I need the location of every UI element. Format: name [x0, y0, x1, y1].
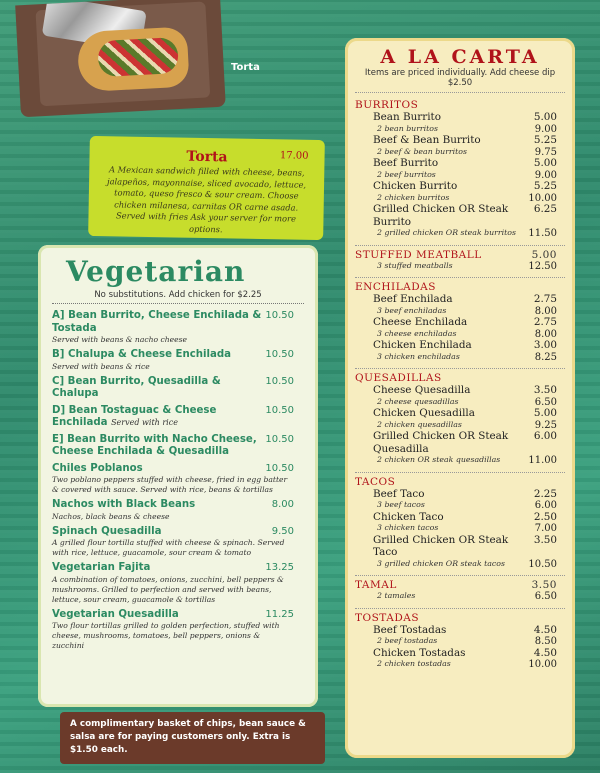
- torta-description: A Mexican sandwich filled with cheese, beans, jalapeños, mayonnaise, sliced avocado, lettuce, tomato, queso fresco & sour cream. Choose chicken milanesa, carnitas OR carne asada. Served with fries Ask your server for more options.: [106, 164, 307, 234]
- item-multi-label: 2 grilled chicken OR steak burritos: [377, 228, 516, 237]
- item-multi: [373, 523, 557, 534]
- item-multi: [373, 396, 557, 408]
- item-multi-label: 2 beef tostadas: [377, 636, 438, 645]
- section-name: TACOS: [355, 475, 396, 488]
- section-title: [355, 476, 565, 488]
- item-multi: [373, 305, 557, 317]
- item-multi: [373, 558, 557, 570]
- carta-item: [355, 511, 565, 534]
- item-price: 9.50: [271, 525, 294, 537]
- carta-title: A LA CARTA: [380, 46, 540, 68]
- item-price: 10.50: [265, 349, 294, 360]
- item-multi: [373, 228, 557, 239]
- section-name: ENCHILADAS: [355, 281, 436, 293]
- item-price: 10.50: [265, 375, 294, 387]
- item-multi-price: 11.00: [528, 455, 557, 466]
- item-price: 4.50: [533, 646, 557, 659]
- item-name: Bean Burrito: [373, 111, 441, 123]
- menu-item: [52, 526, 304, 559]
- vegetarian-panel: [38, 245, 318, 707]
- torta-head: [101, 144, 312, 166]
- item-multi-price: 8.50: [534, 636, 557, 647]
- item-multi-label: 3 grilled chicken OR steak tacos: [377, 558, 505, 568]
- carta-item: [355, 261, 565, 272]
- item-multi-price: 10.00: [528, 659, 557, 670]
- divider: [355, 472, 565, 473]
- item-name: E] Bean Burrito with Nacho Cheese, Cheese Enchilada & Quesadilla: [52, 433, 257, 457]
- item-name: Chiles Poblanos: [52, 462, 143, 474]
- section-name: QUESADILLAS: [355, 372, 442, 384]
- section-name: BURRITOS: [355, 99, 419, 111]
- section-title: [355, 579, 565, 591]
- divider: [355, 608, 565, 609]
- item-multi: [373, 146, 557, 158]
- item-price: 10.50: [265, 404, 294, 416]
- section-title: [355, 249, 565, 261]
- item-title: [52, 526, 304, 539]
- item-multi-label: 2 bean burritos: [377, 123, 438, 133]
- item-multi: [373, 591, 557, 602]
- item-description: Served with beans & nacho cheese: [52, 335, 187, 344]
- item-price: 2.50: [533, 510, 557, 523]
- item-name: Chicken Tostadas: [373, 646, 466, 659]
- item-multi-price: 10.50: [528, 558, 557, 570]
- item-multi-label: 3 stuffed meatballs: [377, 260, 453, 270]
- item-name: Vegetarian Quesadilla: [52, 608, 179, 620]
- divider: [355, 92, 565, 93]
- item-multi-label: 3 chicken tacos: [377, 523, 439, 532]
- menu-item: [52, 434, 304, 459]
- item-multi: [373, 455, 557, 466]
- item-multi-price: 9.00: [534, 123, 557, 135]
- section-title: [355, 372, 565, 384]
- carta-item: [355, 316, 565, 339]
- item-multi-price: 9.00: [534, 169, 557, 181]
- item-description: Nachos, black beans & cheese: [52, 511, 170, 521]
- item-description: Two poblano peppers stuffed with cheese, fried in egg batter & covered with sauce. Served with rice, beans & tortillas: [52, 475, 288, 494]
- item-name: Beef Taco: [373, 487, 425, 500]
- item-multi-label: 2 chicken OR steak quesadillas: [377, 455, 501, 464]
- item-multi-price: 9.75: [534, 146, 557, 158]
- item-description: A grilled flour tortilla stuffed with cheese & spinach. Served with rice, lettuce, guacamole, sour cream & tomato: [52, 538, 285, 557]
- photo-caption: Torta: [231, 62, 260, 73]
- section-price: 3.50: [531, 579, 557, 591]
- menu-item: [52, 499, 304, 522]
- carta-item: [355, 624, 565, 647]
- menu-item: [52, 463, 304, 496]
- item-multi-label: 2 beef burritos: [377, 169, 436, 179]
- menu-item: [52, 405, 304, 430]
- item-multi-price: 8.00: [534, 328, 557, 340]
- item-multi-price: 10.00: [528, 192, 557, 204]
- divider: [355, 277, 565, 278]
- carta-item: [355, 407, 565, 430]
- item-multi-price: 12.50: [528, 260, 557, 272]
- section-title: [355, 281, 565, 293]
- item-multi-label: 2 cheese quesadillas: [377, 396, 459, 406]
- item-multi-price: 8.25: [534, 351, 557, 363]
- item-multi-price: 6.50: [534, 591, 557, 602]
- divider: [355, 245, 565, 246]
- item-price: 2.25: [533, 487, 557, 500]
- item-multi-label: 2 chicken quesadillas: [377, 419, 462, 429]
- item-name: Chicken Burrito: [373, 180, 458, 192]
- item-multi: [373, 328, 557, 340]
- item-multi-label: 2 beef & bean burritos: [377, 146, 467, 156]
- carta-list: [355, 99, 565, 670]
- section-name: TOSTADAS: [355, 611, 420, 624]
- item-name: Nachos with Black Beans: [52, 499, 196, 510]
- item-price: 11.25: [265, 608, 294, 620]
- footer-note: A complimentary basket of chips, bean sauce & salsa are for paying customers only. Extra is $1.50 each.: [60, 712, 325, 764]
- section-price: 5.00: [531, 248, 557, 261]
- item-name: Grilled Chicken OR Steak Burrito: [373, 203, 509, 228]
- carta-item: [355, 339, 565, 362]
- item-multi-label: 2 tamales: [377, 591, 416, 600]
- item-multi-price: 7.00: [534, 523, 557, 534]
- carta-section: [355, 476, 565, 570]
- item-multi-label: 2 chicken tostadas: [377, 659, 451, 668]
- item-multi-price: 6.50: [534, 396, 557, 408]
- item-name: Beef Burrito: [373, 157, 439, 169]
- carta-item: [355, 430, 565, 466]
- item-multi-price: 8.00: [534, 305, 557, 317]
- vegetarian-note: No substitutions. Add chicken for $2.25: [94, 290, 262, 300]
- item-name: Chicken Taco: [373, 510, 444, 523]
- carta-item: [355, 111, 565, 134]
- item-multi-label: 2 chicken burritos: [377, 192, 450, 202]
- item-multi: [373, 419, 557, 431]
- vegetarian-title: Vegetarian: [66, 255, 246, 288]
- carta-item: [355, 534, 565, 570]
- torta-photo: [15, 0, 226, 117]
- section-name: TAMAL: [355, 579, 397, 591]
- item-name: Beef & Bean Burrito: [373, 134, 481, 146]
- item-price: 5.25: [533, 134, 557, 146]
- menu-item: [52, 376, 304, 401]
- item-name: Cheese Enchilada: [373, 316, 468, 328]
- item-multi-label: 3 chicken enchiladas: [377, 351, 460, 361]
- filling: [97, 37, 179, 77]
- carta-section: [355, 372, 565, 466]
- item-name: Beef Tostadas: [373, 623, 447, 636]
- torta-box: [88, 136, 325, 240]
- section-title: [355, 612, 565, 624]
- item-price: 4.50: [533, 623, 557, 636]
- item-price: 3.50: [533, 533, 557, 546]
- item-multi: [373, 659, 557, 670]
- item-name: Beef Enchilada: [373, 293, 453, 305]
- item-multi-price: 11.50: [528, 228, 557, 239]
- item-multi: [373, 636, 557, 647]
- divider: [355, 575, 565, 576]
- carta-item: [355, 203, 565, 239]
- carta-section: [355, 281, 565, 362]
- carta-section: [355, 612, 565, 670]
- item-name: B] Chalupa & Cheese Enchilada: [52, 349, 232, 360]
- item-price: 2.75: [533, 316, 557, 328]
- item-multi-label: 3 beef enchiladas: [377, 305, 447, 315]
- menu-item: [52, 609, 304, 652]
- item-description: Two flour tortillas grilled to golden perfection, stuffed with cheese, mushrooms, tomatoes, bell peppers, onions & zucchini: [52, 621, 280, 650]
- item-description: A combination of tomatoes, onions, zucchini, bell peppers & mushrooms. Grilled to perfection and served with beans, lettuce, sour cream, guacamole & tortillas: [52, 574, 284, 604]
- a-la-carta-panel: [345, 38, 575, 758]
- carta-item: [355, 134, 565, 157]
- item-price: 10.50: [265, 433, 294, 445]
- item-multi: [373, 500, 557, 511]
- carta-note: Items are priced individually. Add cheese dip $2.50: [364, 68, 556, 88]
- menu-item: [52, 562, 304, 605]
- item-inline-note: Served with rice: [111, 418, 178, 427]
- item-name: Grilled Chicken OR Steak Quesadilla: [373, 430, 509, 455]
- item-price: 5.00: [533, 157, 557, 169]
- carta-item: [355, 293, 565, 316]
- item-multi-label: 3 beef tacos: [377, 500, 425, 509]
- carta-item: [355, 488, 565, 511]
- item-name: A] Bean Burrito, Cheese Enchilada & Tostada: [52, 310, 262, 334]
- torta-name: Torta: [186, 148, 228, 166]
- carta-section: [355, 249, 565, 272]
- item-price: 5.00: [533, 111, 557, 123]
- divider: [355, 368, 565, 369]
- item-multi-price: 9.25: [534, 419, 557, 431]
- item-name: Grilled Chicken OR Steak Taco: [373, 533, 509, 558]
- item-price: 5.25: [533, 180, 557, 192]
- item-multi-price: 6.00: [534, 500, 557, 511]
- item-price: 13.25: [265, 562, 294, 573]
- vegetarian-list: [52, 310, 304, 651]
- item-price: 8.00: [271, 499, 294, 510]
- carta-item: [355, 384, 565, 407]
- item-multi: [373, 169, 557, 181]
- carta-item: [355, 157, 565, 180]
- item-name: D] Bean Tostaguac & Cheese Enchilada: [52, 404, 217, 428]
- item-price: 5.00: [533, 407, 557, 419]
- item-price: 6.00: [533, 430, 557, 442]
- carta-item: [355, 591, 565, 602]
- section-name: STUFFED MEATBALL: [355, 248, 482, 261]
- item-name: Chicken Enchilada: [373, 339, 472, 351]
- item-name: Spinach Quesadilla: [52, 525, 162, 537]
- item-multi: [373, 260, 557, 272]
- item-price: 10.50: [265, 462, 294, 474]
- item-price: 3.50: [533, 384, 557, 396]
- item-multi: [373, 192, 557, 204]
- item-price: 10.50: [265, 310, 294, 321]
- carta-item: [355, 647, 565, 670]
- item-price: 2.75: [533, 293, 557, 305]
- item-multi: [373, 351, 557, 363]
- item-price: 6.25: [533, 203, 557, 215]
- carta-section: [355, 579, 565, 602]
- item-description: Served with beans & rice: [52, 361, 150, 371]
- item-multi: [373, 123, 557, 135]
- menu-item: [52, 310, 304, 345]
- item-title: [52, 499, 304, 512]
- item-multi-label: 3 cheese enchiladas: [377, 328, 457, 338]
- item-name: Vegetarian Fajita: [52, 562, 151, 573]
- carta-item: [355, 180, 565, 203]
- item-name: Chicken Quesadilla: [373, 407, 475, 419]
- torta-price: 17.00: [279, 150, 309, 162]
- menu-item: [52, 349, 304, 372]
- divider: [52, 303, 304, 304]
- section-title: [355, 99, 565, 111]
- item-name: Cheese Quesadilla: [373, 384, 471, 396]
- item-price: 3.00: [533, 339, 557, 351]
- carta-section: [355, 99, 565, 239]
- item-name: C] Bean Burrito, Quesadilla & Chalupa: [52, 375, 221, 399]
